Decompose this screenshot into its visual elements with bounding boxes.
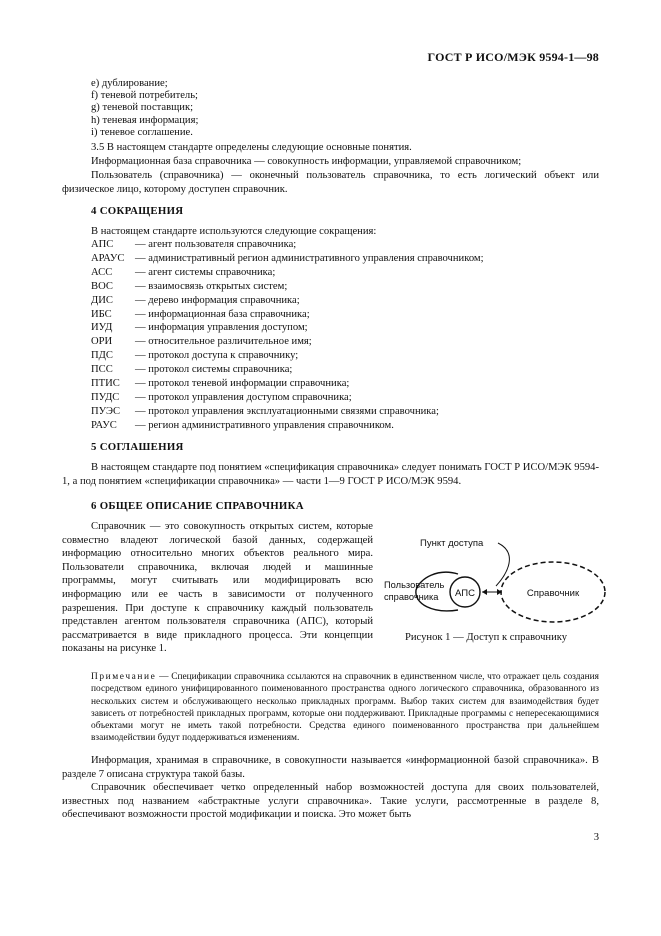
abbreviation-item: АПС — агент пользователя справочника; [91,239,297,250]
section-5-text: В настоящем стандарте под понятием «спецификация справочника» следует понимать ГОСТ Р ИСО/МЭК 9594-1, а под понятием «спецификации справочника» — части 1—9 ГОСТ Р ИСО/МЭК 9594. [62,462,599,487]
abbreviation-item: ПСС — протокол системы справочника; [91,364,293,376]
abbreviation-item: АСС — агент системы справочника; [91,266,276,278]
figure-directory-access [378,528,610,628]
paragraph-abstract-services: Справочник обеспечивает четко определенный набор возможностей доступа для своих пользователей, известных под названием «абстрактные услуги справочника». Такие услуги, рассмотренные в разделе 8, обеспечивают возможности простой модификации и поиска. Это может быть [62,782,599,821]
abbreviation-item: ПДС — протокол доступа к справочнику; [91,350,299,362]
definition-info-base: Информационная база справочника — совокупность информации, управляемой справочником; [91,156,522,167]
section-4-intro: В настоящем стандарте используются следующие сокращения: [91,226,377,237]
abbreviation-list [91,238,484,433]
abbreviation-item: ИБС — информационная база справочника; [91,308,310,320]
abbreviation-item: ОРИ — относительное различительное имя; [91,336,312,348]
section-4-heading: 4 СОКРАЩЕНИЯ [91,205,184,217]
paragraph-info-base: Информация, хранимая в справочнике, в совокупности называется «информационной базой справочника». В разделе 7 описана структура такой базы. [62,755,599,780]
user-label-line1: Пользователь [384,580,445,590]
directory-label: Справочник [526,588,580,599]
definition-user: Пользователь (справочника) — оконечный пользователь справочника, то есть логический объект или физическое лицо, которому доступен справочник. [62,170,599,195]
abbreviation-item: ПТИС — протокол теневой информации справочника; [91,378,350,390]
figure-caption: Рисунок 1 — Доступ к справочнику [405,632,568,643]
section-3-5: 3.5 В настоящем стандарте определены следующие основные понятия. [91,142,412,153]
abbreviation-item: РАУС — регион административного управления справочником. [91,419,394,431]
list-item: f) теневой потребитель; [91,90,198,102]
abbreviation-item: ИУД — информация управления доступом; [91,322,308,334]
section-5-heading: 5 СОГЛАШЕНИЯ [91,441,184,453]
list-item: h) теневая информация; [91,114,199,126]
abbreviation-item: ПУДС — протокол управления доступом справочника; [91,391,352,403]
user-label-line2: справочника [384,592,439,602]
note-block [91,671,599,745]
access-point-pointer [496,543,509,586]
list-item: e) дублирование; [91,78,168,89]
shadow-list [91,78,198,139]
list-item: g) теневой поставщик; [91,102,194,114]
document-header: ГОСТ Р ИСО/МЭК 9594-1—98 [427,50,599,64]
page-number: 3 [593,832,599,843]
abbreviation-item: ПУЭС — протокол управления эксплуатационными связями справочника; [91,405,439,417]
note-label: Примечание [91,672,157,682]
abbreviation-item: ВОС — взаимосвязь открытых систем; [91,280,288,292]
arrowhead-left-icon [482,589,487,595]
note-text: — Спецификации справочника ссылаются на справочник в единственном числе, что отражает цель создания посредством единого унифицированного поименованного пространства одного логического справочника, образованного из нескольких систем и обслуживающего несколько прикладных программ. Выбор таких систем для взаимодействия будет зависеть от потребностей прикладных программ, которые они поддерживают. Прикладные программы с непересекающимися объектами могут не иметь такой потребности. Средства единого поименованного пространства при дальнейшем взаимодействии будут поддерживаться изменениям. [91,672,599,744]
section-6-heading: 6 ОБЩЕЕ ОПИСАНИЕ СПРАВОЧНИКА [91,500,304,512]
abbreviation-item: ДИС — дерево информация справочника; [91,294,300,306]
abbreviation-item: АРАУС — административный регион административного управления справочником; [91,252,484,264]
access-point-label: Пункт доступа [420,538,484,549]
section-6-text: Справочник — это совокупность открытых систем, которые совместно владеют логической базой данных, содержащей информацию относительно многих объектов реального мира. Пользователи справочника, включая людей и машинные программы, могут считывать или модифицировать всю информацию или ее часть в зависимости от полученного разрешения. При доступе к справочнику каждый пользователь представлен агентом пользователя справочника (АПС), который рассматривается в виде прикладного процесса. Эти концепции показаны на рисунке 1. [62,521,373,655]
list-item: i) теневое соглашение. [91,126,193,138]
aps-label: АПС [455,588,475,599]
